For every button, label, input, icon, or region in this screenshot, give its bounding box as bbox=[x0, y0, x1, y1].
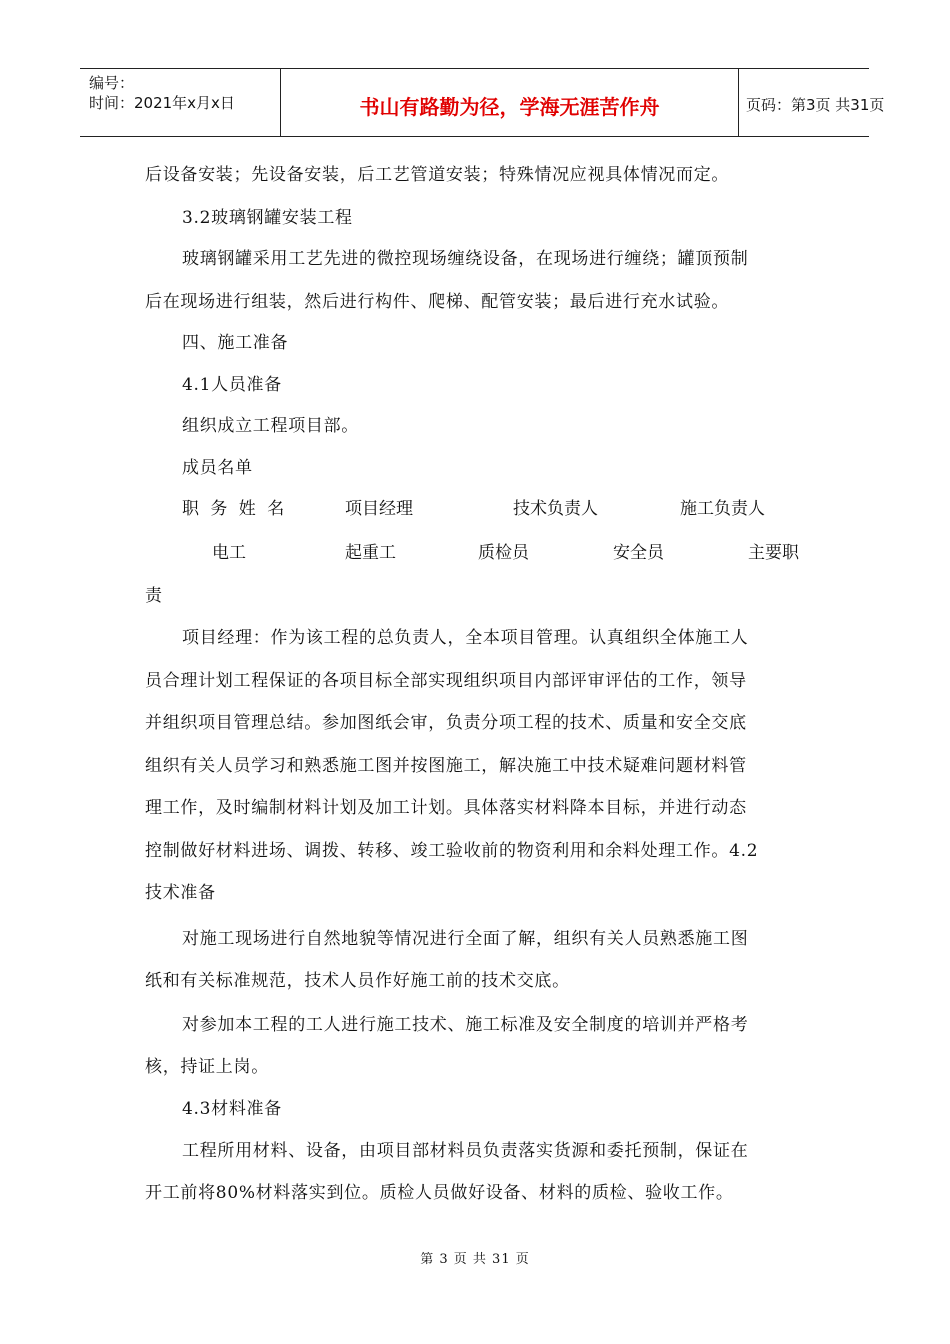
roster-column-title: 职 务 姓 名 bbox=[182, 499, 288, 519]
section-heading-4-3: 4.3材料准备 bbox=[182, 1099, 282, 1119]
roster-role: 施工负责人 bbox=[680, 499, 765, 519]
body-line: 开工前将80%材料落实到位。质检人员做好设备、材料的质检、验收工作。 bbox=[145, 1183, 734, 1203]
roster-role: 起重工 bbox=[345, 543, 396, 563]
body-line: 对参加本工程的工人进行施工技术、施工标准及安全制度的培训并严格考 bbox=[182, 1015, 749, 1035]
header-page-cell bbox=[738, 69, 885, 136]
roster-role: 项目经理 bbox=[345, 499, 413, 519]
header-motto: 书山有路勤为径，学海无涯苦作舟 bbox=[359, 95, 660, 119]
body-line: 核，持证上岗。 bbox=[145, 1057, 269, 1077]
body-line: 纸和有关标准规范，技术人员作好施工前的技术交底。 bbox=[145, 971, 570, 991]
body-line: 控制做好材料进场、调拨、转移、竣工验收前的物资利用和余料处理工作。4.2 bbox=[145, 841, 759, 861]
body-line: 员合理计划工程保证的各项目标全部实现组织项目内部评审评估的工作，领导 bbox=[145, 671, 747, 691]
header-meta-cell bbox=[80, 69, 280, 136]
body-line: 组织成立工程项目部。 bbox=[182, 416, 359, 436]
body-line: 后设备安装；先设备安装，后工艺管道安装；特殊情况应视具体情况而定。 bbox=[145, 165, 730, 185]
roster-role: 技术负责人 bbox=[513, 499, 598, 519]
body-line: 项目经理：作为该工程的总负责人，全本项目管理。认真组织全体施工人 bbox=[182, 628, 749, 648]
header-page-info: 页码：第3页 共31页 bbox=[746, 96, 885, 114]
body-line: 并组织项目管理总结。参加图纸会审，负责分项工程的技术、质量和安全交底 bbox=[145, 713, 747, 733]
document-number-label: 编号： bbox=[89, 74, 135, 92]
section-heading-4-2: 技术准备 bbox=[145, 883, 216, 903]
chapter-heading-4: 四、施工准备 bbox=[182, 333, 289, 353]
roster-role: 电工 bbox=[212, 543, 246, 563]
roster-role: 主要职 bbox=[748, 543, 799, 563]
page-footer: 第 3 页 共 31 页 bbox=[420, 1252, 530, 1267]
roster-role: 质检员 bbox=[478, 543, 529, 563]
roster-role: 安全员 bbox=[613, 543, 664, 563]
header-motto-cell bbox=[280, 69, 739, 136]
page-header bbox=[80, 68, 885, 137]
body-line: 成员名单 bbox=[182, 458, 253, 478]
section-heading-4-1: 4.1人员准备 bbox=[182, 375, 282, 395]
section-heading-3-2: 3.2玻璃钢罐安装工程 bbox=[182, 208, 353, 228]
body-line: 后在现场进行组装，然后进行构件、爬梯、配管安装；最后进行充水试验。 bbox=[145, 292, 730, 312]
body-line: 对施工现场进行自然地貌等情况进行全面了解，组织有关人员熟悉施工图 bbox=[182, 929, 749, 949]
body-line: 玻璃钢罐采用工艺先进的微控现场缠绕设备，在现场进行缠绕；罐顶预制 bbox=[182, 249, 749, 269]
body-line: 理工作，及时编制材料计划及加工计划。具体落实材料降本目标，并进行动态 bbox=[145, 798, 747, 818]
body-line: 组织有关人员学习和熟悉施工图并按图施工，解决施工中技术疑难问题材料管 bbox=[145, 756, 747, 776]
document-date-label: 时间：2021年x月x日 bbox=[89, 94, 235, 112]
body-line: 工程所用材料、设备，由项目部材料员负责落实货源和委托预制，保证在 bbox=[182, 1141, 749, 1161]
roster-role-tail: 责 bbox=[145, 586, 162, 606]
